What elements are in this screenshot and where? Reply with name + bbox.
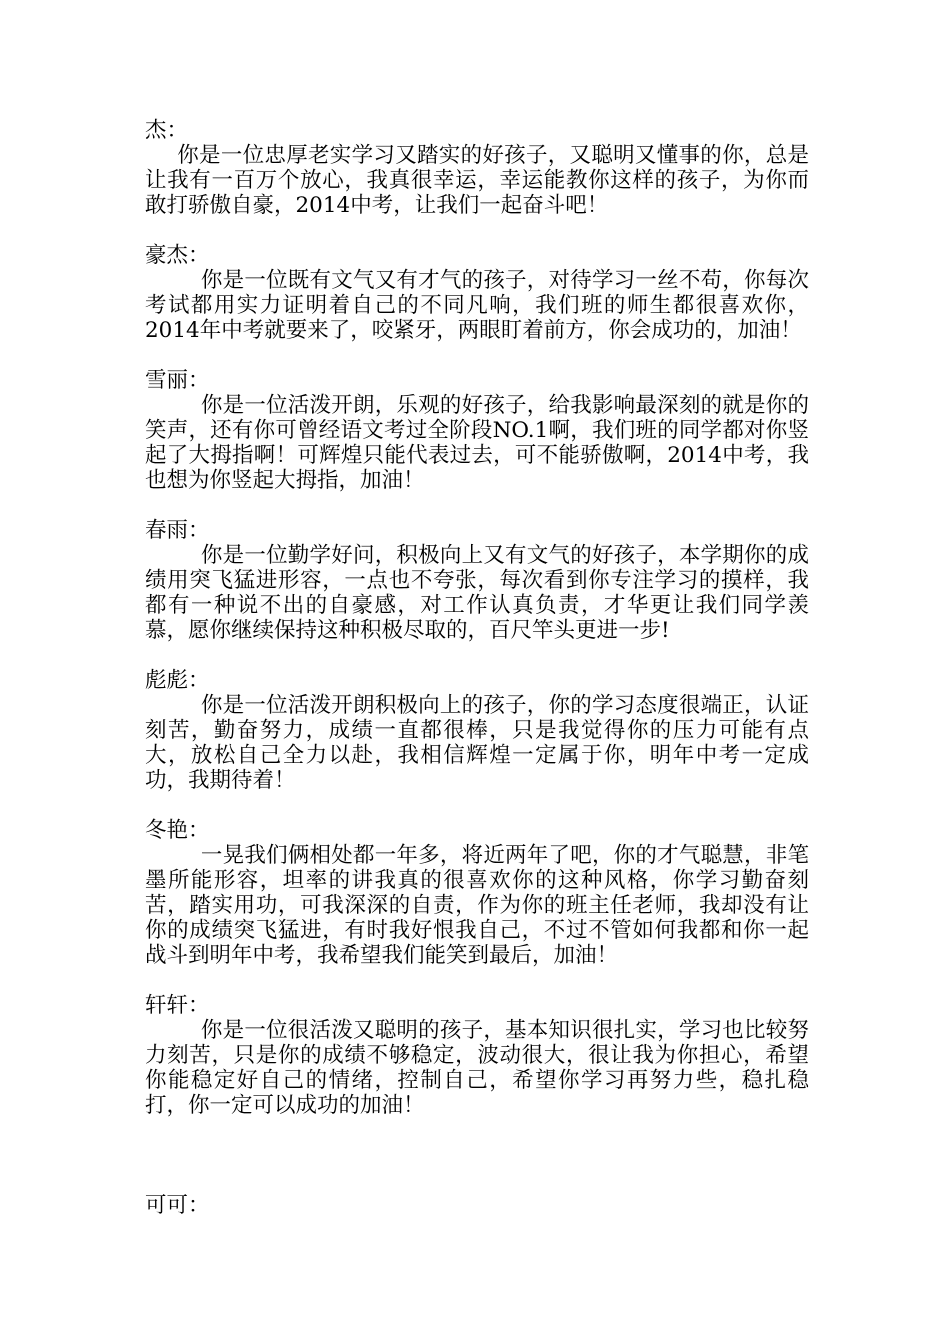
teacher-comment: 你是一位很活泼又聪明的孩子，基本知识很扎实，学习也比较努力刻苦，只是你的成绩不够稳定，波动很大，很让我为你担心，希望你能稳定好自己的情绪，控制自己，希望你学习再努力些，稳扎稳打，你一定可以成功的加油！: [145, 1018, 809, 1118]
teacher-comment: 你是一位既有文气又有才气的孩子，对待学习一丝不苟，你每次考试都用实力证明着自己的不同凡响，我们班的师生都很喜欢你，2014年中考就要来了，咬紧牙，两眼盯着前方，你会成功的，加油！: [145, 268, 809, 343]
student-name: 春雨：: [145, 518, 210, 543]
comment-entry-biaobiao: [145, 668, 809, 793]
comment-entry-xuanxuan: [145, 993, 809, 1118]
document-body: [145, 118, 809, 1243]
teacher-comment: 你是一位勤学好问，积极向上又有文气的好孩子，本学期你的成绩用突飞猛进形容，一点也不夸张，每次看到你专注学习的摸样，我都有一种说不出的自豪感，对工作认真负责，才华更让我们同学羡慕，愿你继续保持这种积极尽取的，百尺竿头更进一步!: [145, 543, 809, 643]
teacher-comment: 你是一位活泼开朗积极向上的孩子，你的学习态度很端正，认证刻苦，勤奋努力，成绩一直都很棒，只是我觉得你的压力可能有点大，放松自己全力以赴，我相信辉煌一定属于你，明年中考一定成功，我期待着！: [145, 693, 809, 793]
student-name: 雪丽：: [145, 368, 210, 393]
comment-entry-haojie: [145, 243, 809, 343]
comment-entry-xueli: [145, 368, 809, 493]
student-name: 可可：: [145, 1193, 210, 1218]
teacher-comment: 你是一位忠厚老实学习又踏实的好孩子，又聪明又懂事的你，总是让我有一百万个放心，我真很幸运，幸运能教你这样的孩子，为你而敢打骄傲自豪，2014中考，让我们一起奋斗吧！: [145, 143, 809, 218]
student-name: 冬艳：: [145, 818, 210, 843]
comment-entry-chunyu: [145, 518, 809, 643]
student-name: 杰：: [145, 118, 189, 143]
comment-entry-jie: [145, 118, 809, 218]
comment-entry-keke: [145, 1193, 809, 1218]
teacher-comment: 一晃我们俩相处都一年多，将近两年了吧，你的才气聪慧，非笔墨所能形容，坦率的讲我真的很喜欢你的这种风格，你学习勤奋刻苦，踏实用功，可我深深的自责，作为你的班主任老师，我却没有让你的成绩突飞猛进，有时我好恨我自己，不过不管如何我都和你一起战斗到明年中考，我希望我们能笑到最后，加油！: [145, 843, 809, 968]
teacher-comment: 你是一位活泼开朗，乐观的好孩子，给我影响最深刻的就是你的笑声，还有你可曾经语文考过全阶段NO.1啊，我们班的同学都对你竖起了大拇指啊！可辉煌只能代表过去，可不能骄傲啊，2014中考，我也想为你竖起大拇指，加油！: [145, 393, 809, 493]
student-name: 彪彪：: [145, 668, 210, 693]
student-name: 豪杰：: [145, 243, 210, 268]
comment-entry-dongyan: [145, 818, 809, 968]
student-name: 轩轩：: [145, 993, 210, 1018]
